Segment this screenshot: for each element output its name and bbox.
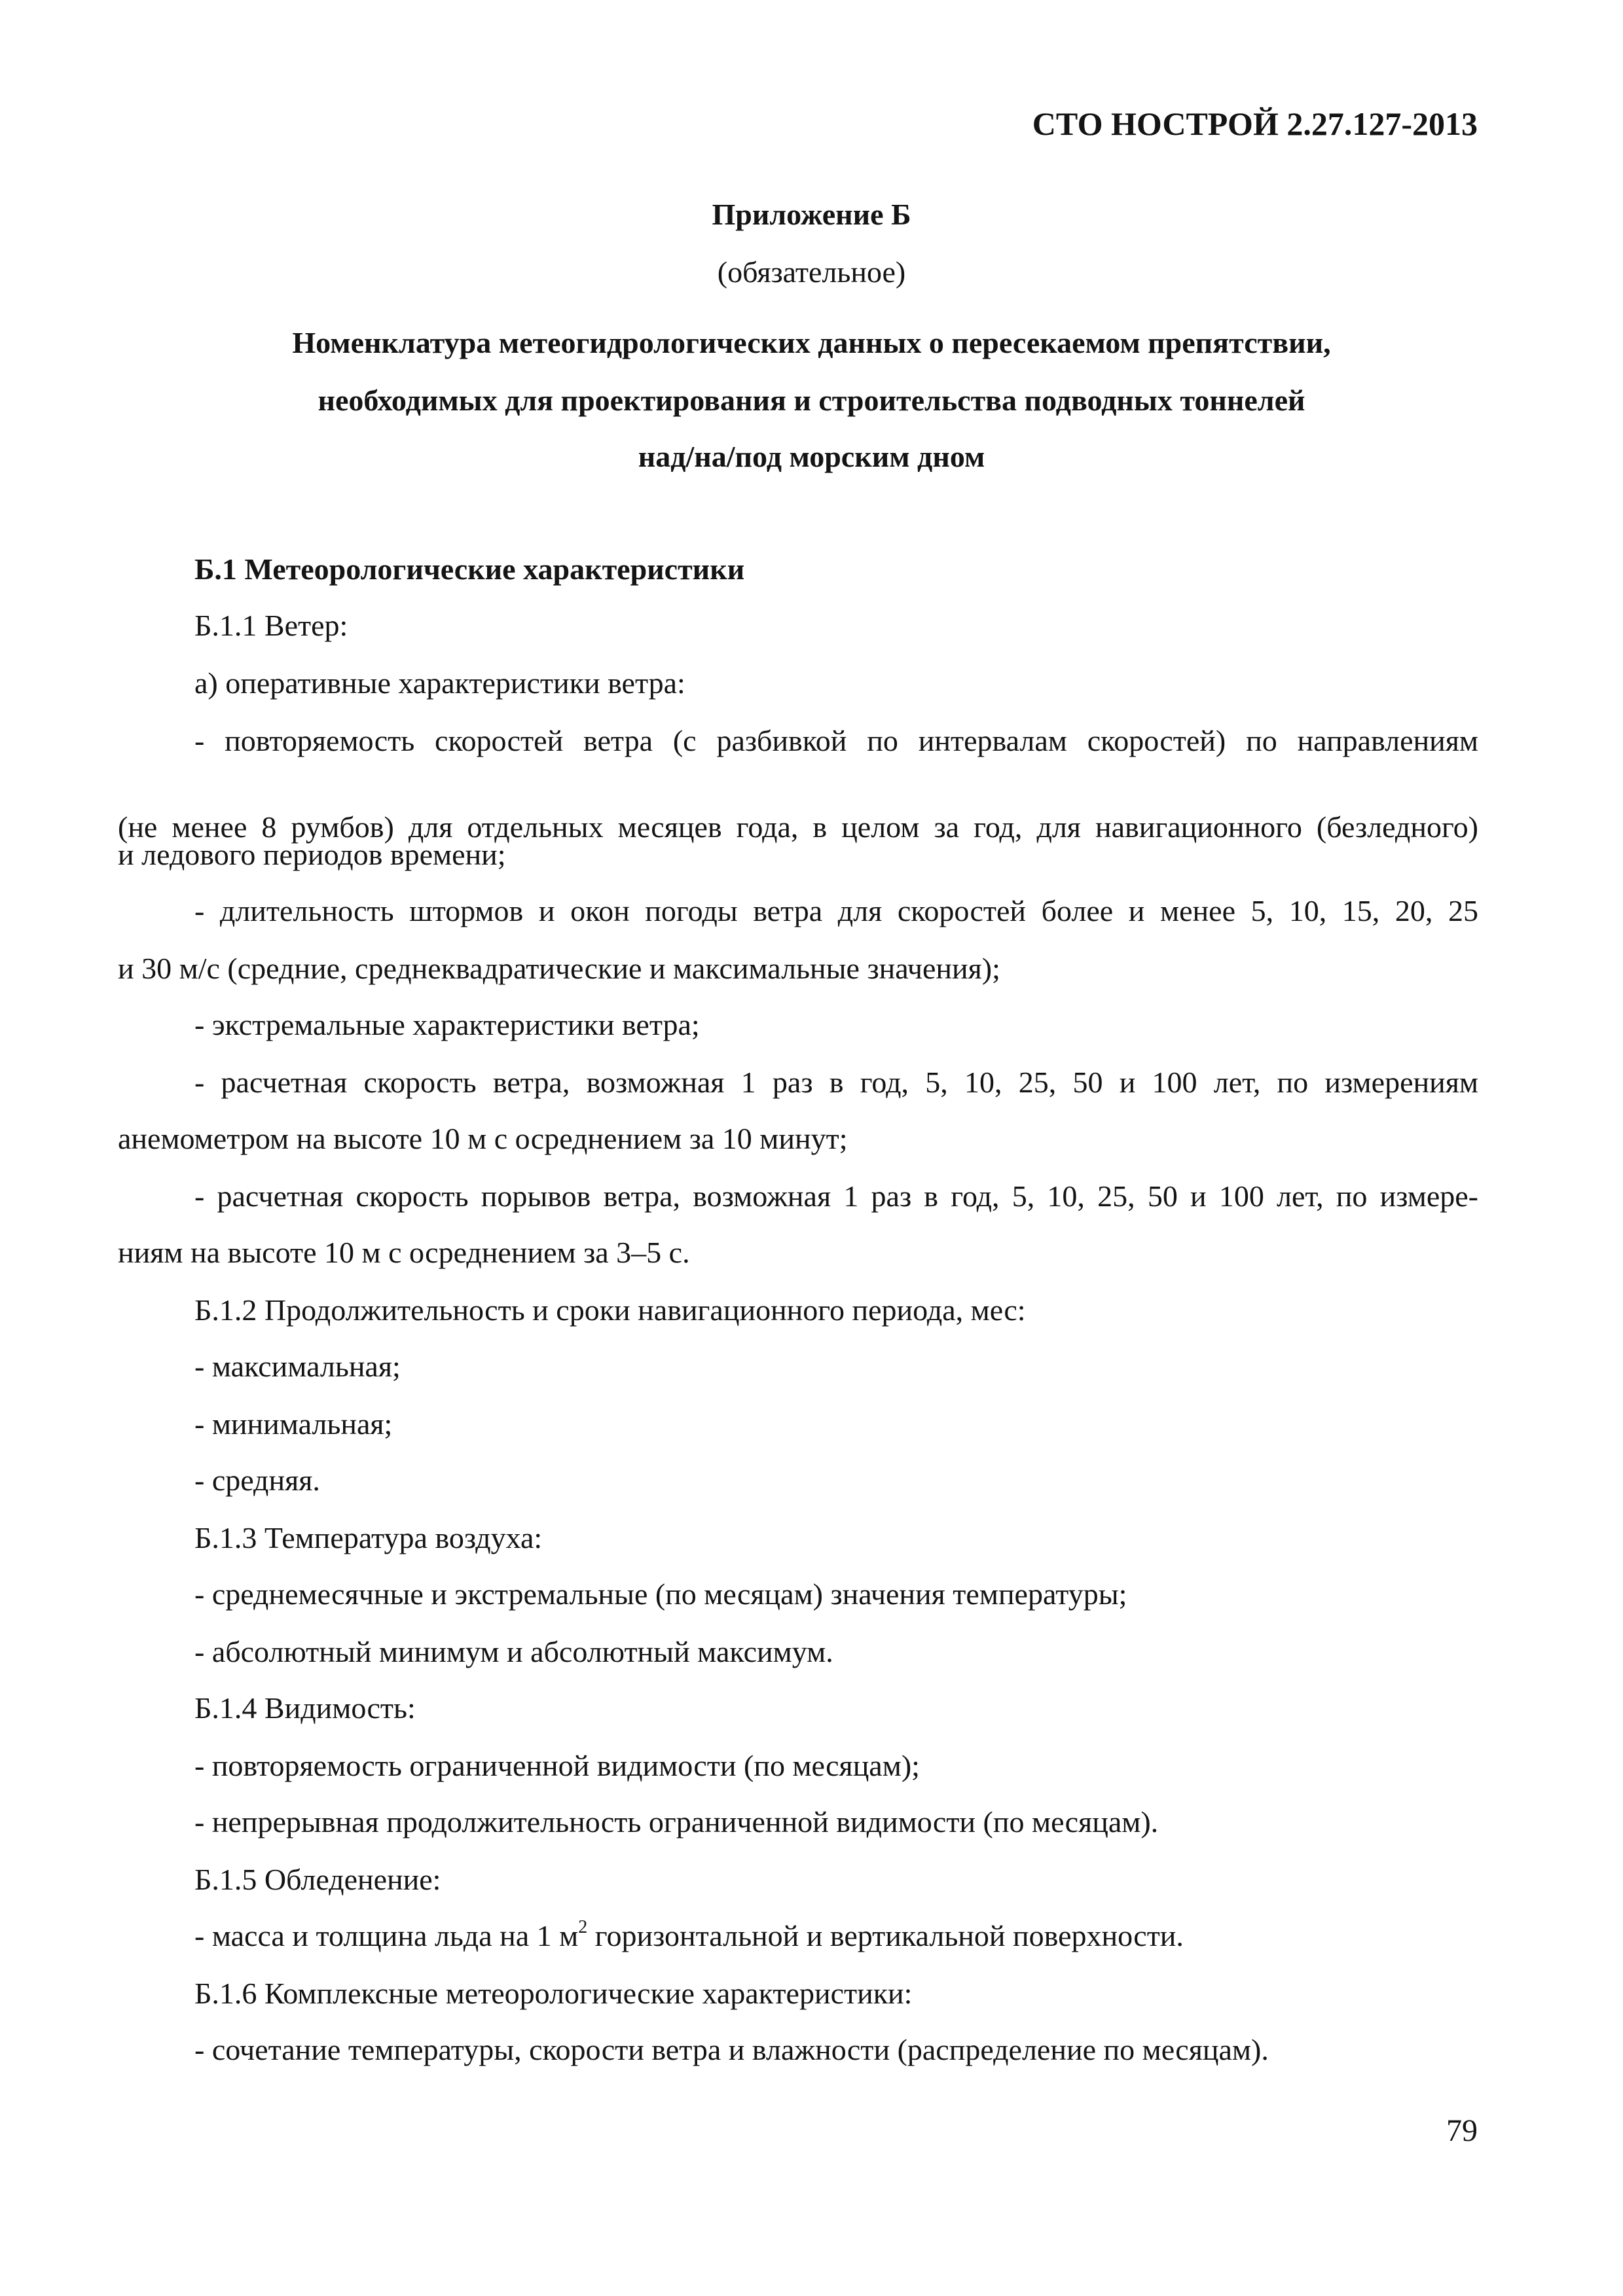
section-title: Б.1 Метеорологические характеристики [194, 552, 745, 586]
nav-period-avg: - средняя. [194, 1463, 320, 1497]
nav-period-min: - минимальная; [194, 1407, 393, 1441]
temperature-monthly: - среднемесячные и экстремальные (по месяцам) значения температуры; [194, 1577, 1127, 1611]
appendix-title: Приложение Б [712, 198, 911, 231]
nav-period-max: - максимальная; [194, 1350, 401, 1383]
icing-line [194, 1918, 1184, 1954]
temperature-absolute: - абсолютный минимум и абсолютный максимум. [194, 1635, 833, 1668]
design-wind-speed-line-2: анемометром на высоте 10 м с осреднением за 10 минут; [118, 1122, 848, 1155]
icing-text-end: горизонтальной и вертикальной поверхности. [587, 1919, 1184, 1952]
clause-b-1-2: Б.1.2 Продолжительность и сроки навигационного периода, мес: [194, 1293, 1026, 1327]
icing-text-start: - масса и толщина льда на 1 м [194, 1919, 579, 1952]
document-id-header: СТО НОСТРОЙ 2.27.127-2013 [1032, 105, 1478, 142]
clause-b-1-1: Б.1.1 Ветер: [194, 609, 348, 642]
gust-speed-line-2: ниям на высоте 10 м с осреднением за 3–5 с. [118, 1236, 690, 1269]
wind-extreme-heading: - экстремальные характеристики ветра; [194, 1008, 700, 1041]
visibility-duration: - непрерывная продолжительность ограниченной видимости (по месяцам). [194, 1805, 1159, 1839]
clause-b-1-5: Б.1.5 Обледенение: [194, 1863, 441, 1896]
wind-frequency-line-1: - повторяемость скоростей ветра (с разбивкой по интервалам скоростей) по направлениям [194, 724, 1478, 757]
clause-b-1-6: Б.1.6 Комплексные метеорологические характеристики: [194, 1977, 913, 2010]
page-number: 79 [1446, 2113, 1478, 2148]
storm-duration-line-1: - длительность штормов и окон погоды ветра для скоростей более и менее 5, 10, 15, 20, 25 [194, 894, 1478, 927]
wind-operational-heading: а) оперативные характеристики ветра: [194, 666, 685, 700]
wind-frequency-line-3: и ледового периодов времени; [118, 838, 506, 871]
appendix-heading-line-2: необходимых для проектирования и строительства подводных тоннелей [318, 384, 1305, 417]
appendix-heading-line-3: над/на/под морским дном [638, 440, 985, 473]
appendix-status: (обязательное) [717, 255, 906, 289]
storm-duration-line-2: и 30 м/с (средние, среднеквадратические и максимальные значения); [118, 952, 1000, 985]
design-wind-speed-line-1: - расчетная скорость ветра, возможная 1 раз в год, 5, 10, 25, 50 и 100 лет, по измерениям [194, 1066, 1478, 1099]
complex-characteristics: - сочетание температуры, скорости ветра и влажности (распределение по месяцам). [194, 2033, 1269, 2066]
icing-superscript: 2 [578, 1916, 588, 1937]
clause-b-1-4: Б.1.4 Видимость: [194, 1691, 416, 1725]
visibility-frequency: - повторяемость ограниченной видимости (по месяцам); [194, 1749, 920, 1782]
gust-speed-line-1: - расчетная скорость порывов ветра, возможная 1 раз в год, 5, 10, 25, 50 и 100 лет, по измере- [194, 1179, 1478, 1213]
appendix-heading-line-1: Номенклатура метеогидрологических данных о пересекаемом препятствии, [292, 326, 1331, 359]
clause-b-1-3: Б.1.3 Температура воздуха: [194, 1521, 543, 1554]
wind-frequency-line-2: (не менее 8 румбов) для отдельных месяцев года, в целом за год, для навигационного (безледного) [118, 810, 1478, 844]
